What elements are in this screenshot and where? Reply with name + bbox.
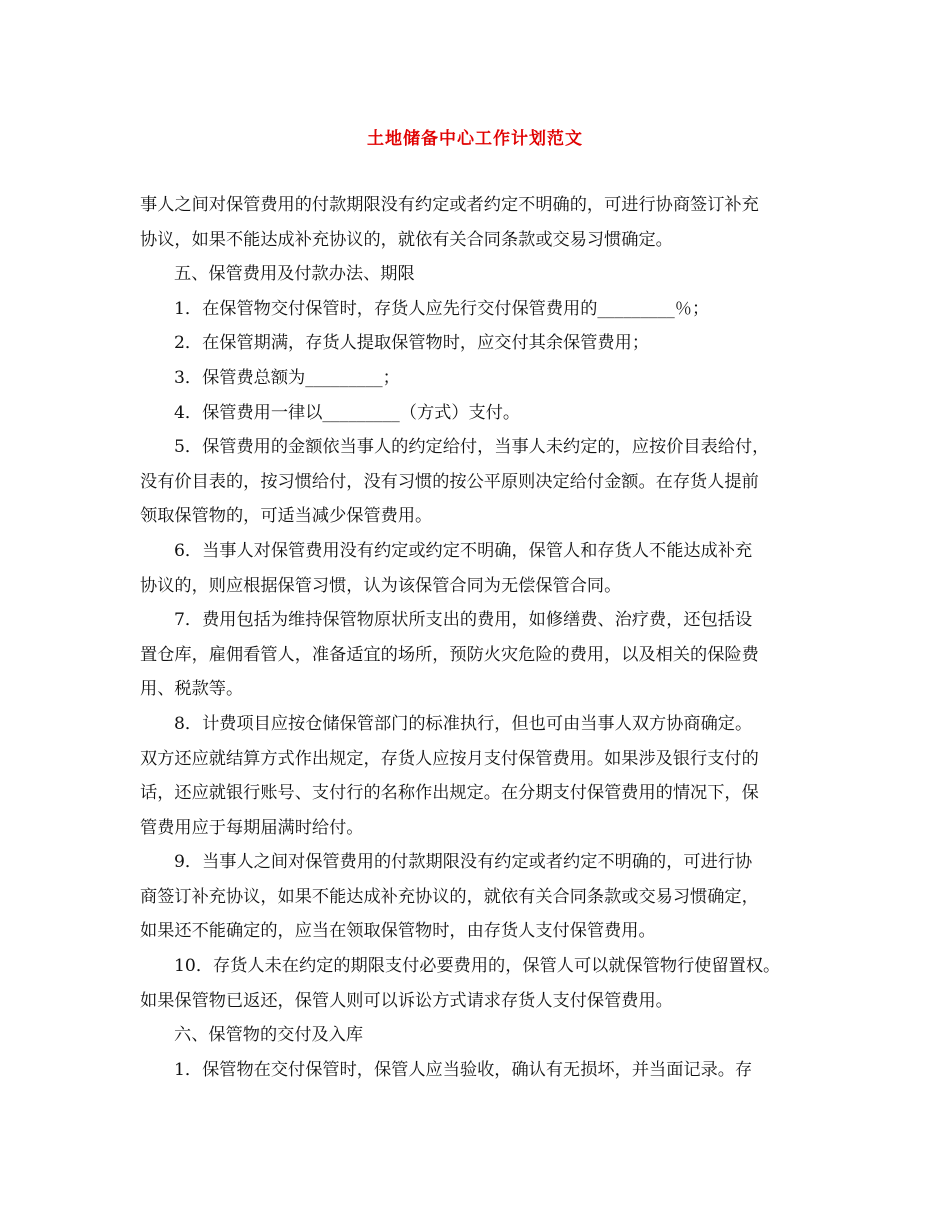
- text-line: 事人之间对保管费用的付款期限没有约定或者约定不明确的，可进行协商签订补充: [140, 195, 759, 215]
- text-line: 10．存货人未在约定的期限支付必要费用的，保管人可以就保管物行使留置权。: [174, 956, 781, 977]
- text-line: 协议的，则应根据保管习惯，认为该保管合同为无偿保管合同。: [140, 575, 622, 596]
- text-line: 商签订补充协议，如果不能达成补充协议的，就依有关合同条款或交易习惯确定，: [140, 886, 759, 907]
- text-line: 4．保管费用一律以_________（方式）支付。: [174, 402, 521, 423]
- text-line: 9．当事人之间对保管费用的付款期限没有约定或者约定不明确的，可进行协: [174, 852, 753, 873]
- text-line: 1．保管物在交付保管时，保管人应当验收，确认有无损坏，并当面记录。存: [174, 1059, 753, 1080]
- text-line: 如果还不能确定的，应当在领取保管物时，由存货人支付保管费用。: [140, 921, 656, 942]
- text-line: 8．计费项目应按仓储保管部门的标准执行，但也可由当事人双方协商确定。: [174, 713, 753, 734]
- text-line: 六、保管物的交付及入库: [174, 1025, 364, 1046]
- text-line: 如果保管物已返还，保管人则可以诉讼方式请求存货人支付保管费用。: [140, 990, 673, 1011]
- text-line: 双方还应就结算方式作出规定，存货人应按月支付保管费用。如果涉及银行支付的: [140, 748, 759, 769]
- text-line: 话，还应就银行账号、支付行的名称作出规定。在分期支付保管费用的情况下，保: [140, 783, 759, 804]
- document-body: [140, 188, 816, 1087]
- text-line: 3．保管费总额为_________；: [174, 367, 400, 388]
- text-line: 6．当事人对保管费用没有约定或约定不明确，保管人和存货人不能达成补充: [174, 540, 753, 561]
- text-line: 2．在保管期满，存货人提取保管物时，应交付其余保管费用；: [174, 333, 650, 354]
- text-line: 五、保管费用及付款办法、期限: [174, 264, 415, 285]
- page-title: 土地储备中心工作计划范文: [367, 129, 583, 149]
- text-line: 协议，如果不能达成补充协议的，就依有关合同条款或交易习惯确定。: [140, 229, 673, 250]
- text-line: 置仓库，雇佣看管人，准备适宜的场所，预防火灾危险的费用，以及相关的保险费: [140, 644, 759, 665]
- text-line: 没有价目表的，按习惯给付，没有习惯的按公平原则决定给付金额。在存货人提前: [140, 471, 759, 492]
- text-line: 5．保管费用的金额依当事人的约定给付，当事人未约定的，应按价目表给付，: [174, 437, 770, 458]
- text-line: 7．费用包括为维持保管物原状所支出的费用，如修缮费、治疗费，还包括设: [174, 610, 753, 631]
- text-line: 管费用应于每期届满时给付。: [140, 817, 364, 838]
- text-line: 1．在保管物交付保管时，存货人应先行交付保管费用的_________％；: [174, 298, 710, 319]
- text-line: 领取保管物的，可适当减少保管费用。: [140, 506, 433, 527]
- text-line: 用、税款等。: [140, 679, 244, 700]
